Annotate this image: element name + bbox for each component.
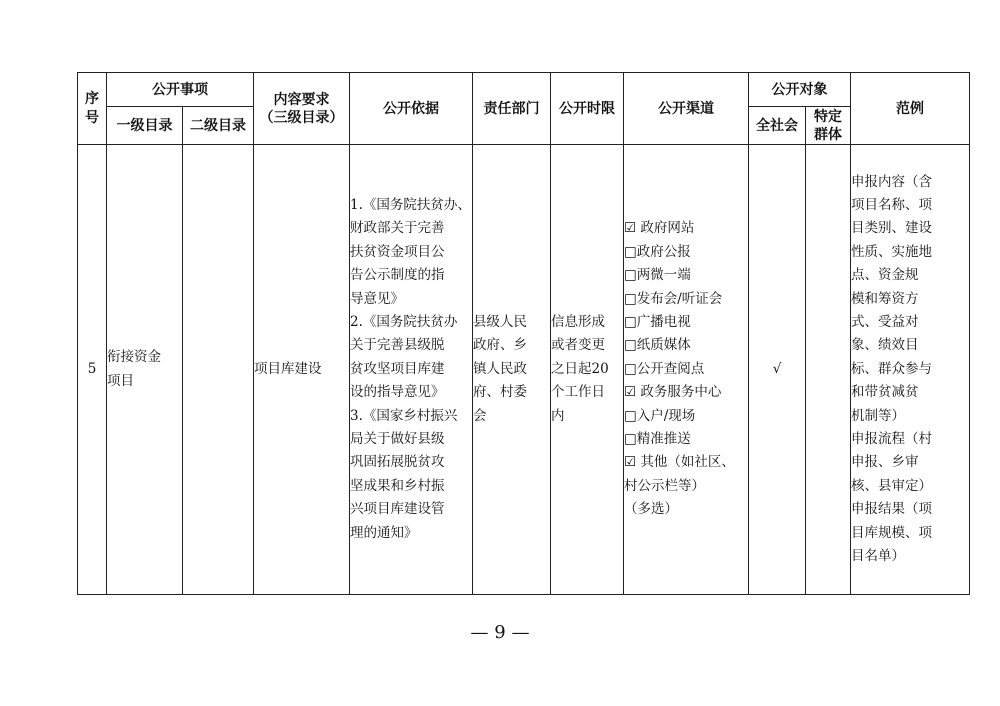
- header-level1: 一级目录: [107, 107, 183, 145]
- example-line: 标、群众参与: [851, 360, 932, 377]
- channel-option: □纸质媒体: [624, 337, 691, 354]
- example-line: 性质、实施地: [851, 243, 932, 260]
- cell-dept: [473, 145, 551, 595]
- time-line: 之日起20: [551, 360, 609, 377]
- example-line: 核、县审定）: [851, 477, 932, 494]
- basis-line: 财政部关于完善: [350, 220, 445, 237]
- basis-line: 贫攻坚项目库建: [350, 360, 445, 377]
- example-line: 目类别、建设: [851, 220, 932, 237]
- disclosure-table: [77, 72, 970, 595]
- cell-basis: [350, 145, 473, 595]
- page-number: — 9 —: [470, 622, 530, 643]
- dept-line: 县级人民: [473, 313, 527, 330]
- header-requirement: [254, 73, 350, 145]
- cell-time: [551, 145, 624, 595]
- basis-line: 关于完善县级脱: [350, 337, 445, 354]
- basis-line: 巩固拓展脱贫攻: [350, 454, 445, 471]
- header-seq-text: 序号: [85, 90, 99, 126]
- channel-option: □公开查阅点: [624, 360, 705, 377]
- channel-option: ☑ 政府网站: [624, 220, 695, 237]
- cell-level1: [107, 145, 183, 595]
- cell-example: [851, 145, 970, 595]
- basis-line: 3.《国家乡村振兴: [350, 407, 458, 424]
- cell-seq: 5: [78, 145, 107, 595]
- header-example: 范例: [851, 73, 970, 145]
- example-line: 申报内容（含: [851, 173, 932, 190]
- cell-public-mark: √: [749, 145, 806, 595]
- channel-option: □精准推送: [624, 431, 691, 448]
- basis-line: 导意见》: [350, 290, 404, 307]
- example-line: 机制等）: [851, 407, 905, 424]
- header-audience: 公开对象: [749, 73, 851, 107]
- channel-option: （多选）: [624, 501, 678, 518]
- header-matter: 公开事项: [107, 73, 254, 107]
- channel-option: ☑ 政务服务中心: [624, 384, 722, 401]
- dept-line: 会: [473, 407, 487, 424]
- example-line: 申报、乡审: [851, 454, 919, 471]
- header-public: 全社会: [749, 107, 806, 145]
- level1-line: 项目: [107, 372, 134, 389]
- basis-line: 设的指导意见》: [350, 384, 445, 401]
- basis-line: 理的通知》: [350, 524, 418, 541]
- example-line: 目库规模、项: [851, 524, 932, 541]
- header-req-line2: （三级目录）: [259, 109, 344, 126]
- header-seq: [78, 73, 107, 145]
- example-line: 模和筹资方: [851, 290, 919, 307]
- example-line: 项目名称、项: [851, 196, 932, 213]
- example-line: 申报流程（村: [851, 431, 932, 448]
- basis-line: 扶贫资金项目公: [350, 243, 445, 260]
- cell-requirement: 项目库建设: [254, 145, 350, 595]
- cell-channel: [624, 145, 749, 595]
- header-specific: [806, 107, 851, 145]
- header-channel: 公开渠道: [624, 73, 749, 145]
- dept-line: 府、村委: [473, 384, 527, 401]
- time-line: 信息形成: [551, 313, 605, 330]
- example-line: 式、受益对: [851, 313, 919, 330]
- basis-line: 兴项目库建设管: [350, 501, 445, 518]
- time-line: 个工作日: [551, 384, 605, 401]
- channel-option: □发布会/听证会: [624, 290, 723, 307]
- channel-option: □两微一端: [624, 267, 691, 284]
- channel-option: □入户/现场: [624, 407, 696, 424]
- header-time: 公开时限: [551, 73, 624, 145]
- dept-line: 政府、乡: [473, 337, 527, 354]
- example-line: 点、资金规: [851, 267, 919, 284]
- example-line: 象、绩效目: [851, 337, 919, 354]
- basis-line: 坚成果和乡村振: [350, 477, 445, 494]
- channel-option: 村公示栏等）: [624, 477, 705, 494]
- channel-option: □广播电视: [624, 313, 691, 330]
- example-line: 和带贫减贫: [851, 384, 919, 401]
- channel-option: ☑ 其他（如社区、: [624, 454, 735, 471]
- time-line: 或者变更: [551, 337, 605, 354]
- example-line: 目名单）: [851, 548, 905, 565]
- header-specific-text: 特定群体: [814, 108, 842, 143]
- basis-line: 告公示制度的指: [350, 267, 445, 284]
- basis-line: 2.《国务院扶贫办: [350, 313, 458, 330]
- time-line: 内: [551, 407, 565, 424]
- header-basis: 公开依据: [350, 73, 473, 145]
- cell-level2: [183, 145, 254, 595]
- dept-line: 镇人民政: [473, 360, 527, 377]
- header-req-line1: 内容要求: [273, 91, 330, 108]
- example-line: 申报结果（项: [851, 501, 932, 518]
- header-dept: 责任部门: [473, 73, 551, 145]
- level1-line: 衔接资金: [107, 349, 161, 366]
- basis-line: 局关于做好县级: [350, 431, 445, 448]
- cell-specific-mark: [806, 145, 851, 595]
- header-level2: 二级目录: [183, 107, 254, 145]
- channel-option: □政府公报: [624, 243, 691, 260]
- basis-line: 1.《国务院扶贫办、: [350, 196, 471, 213]
